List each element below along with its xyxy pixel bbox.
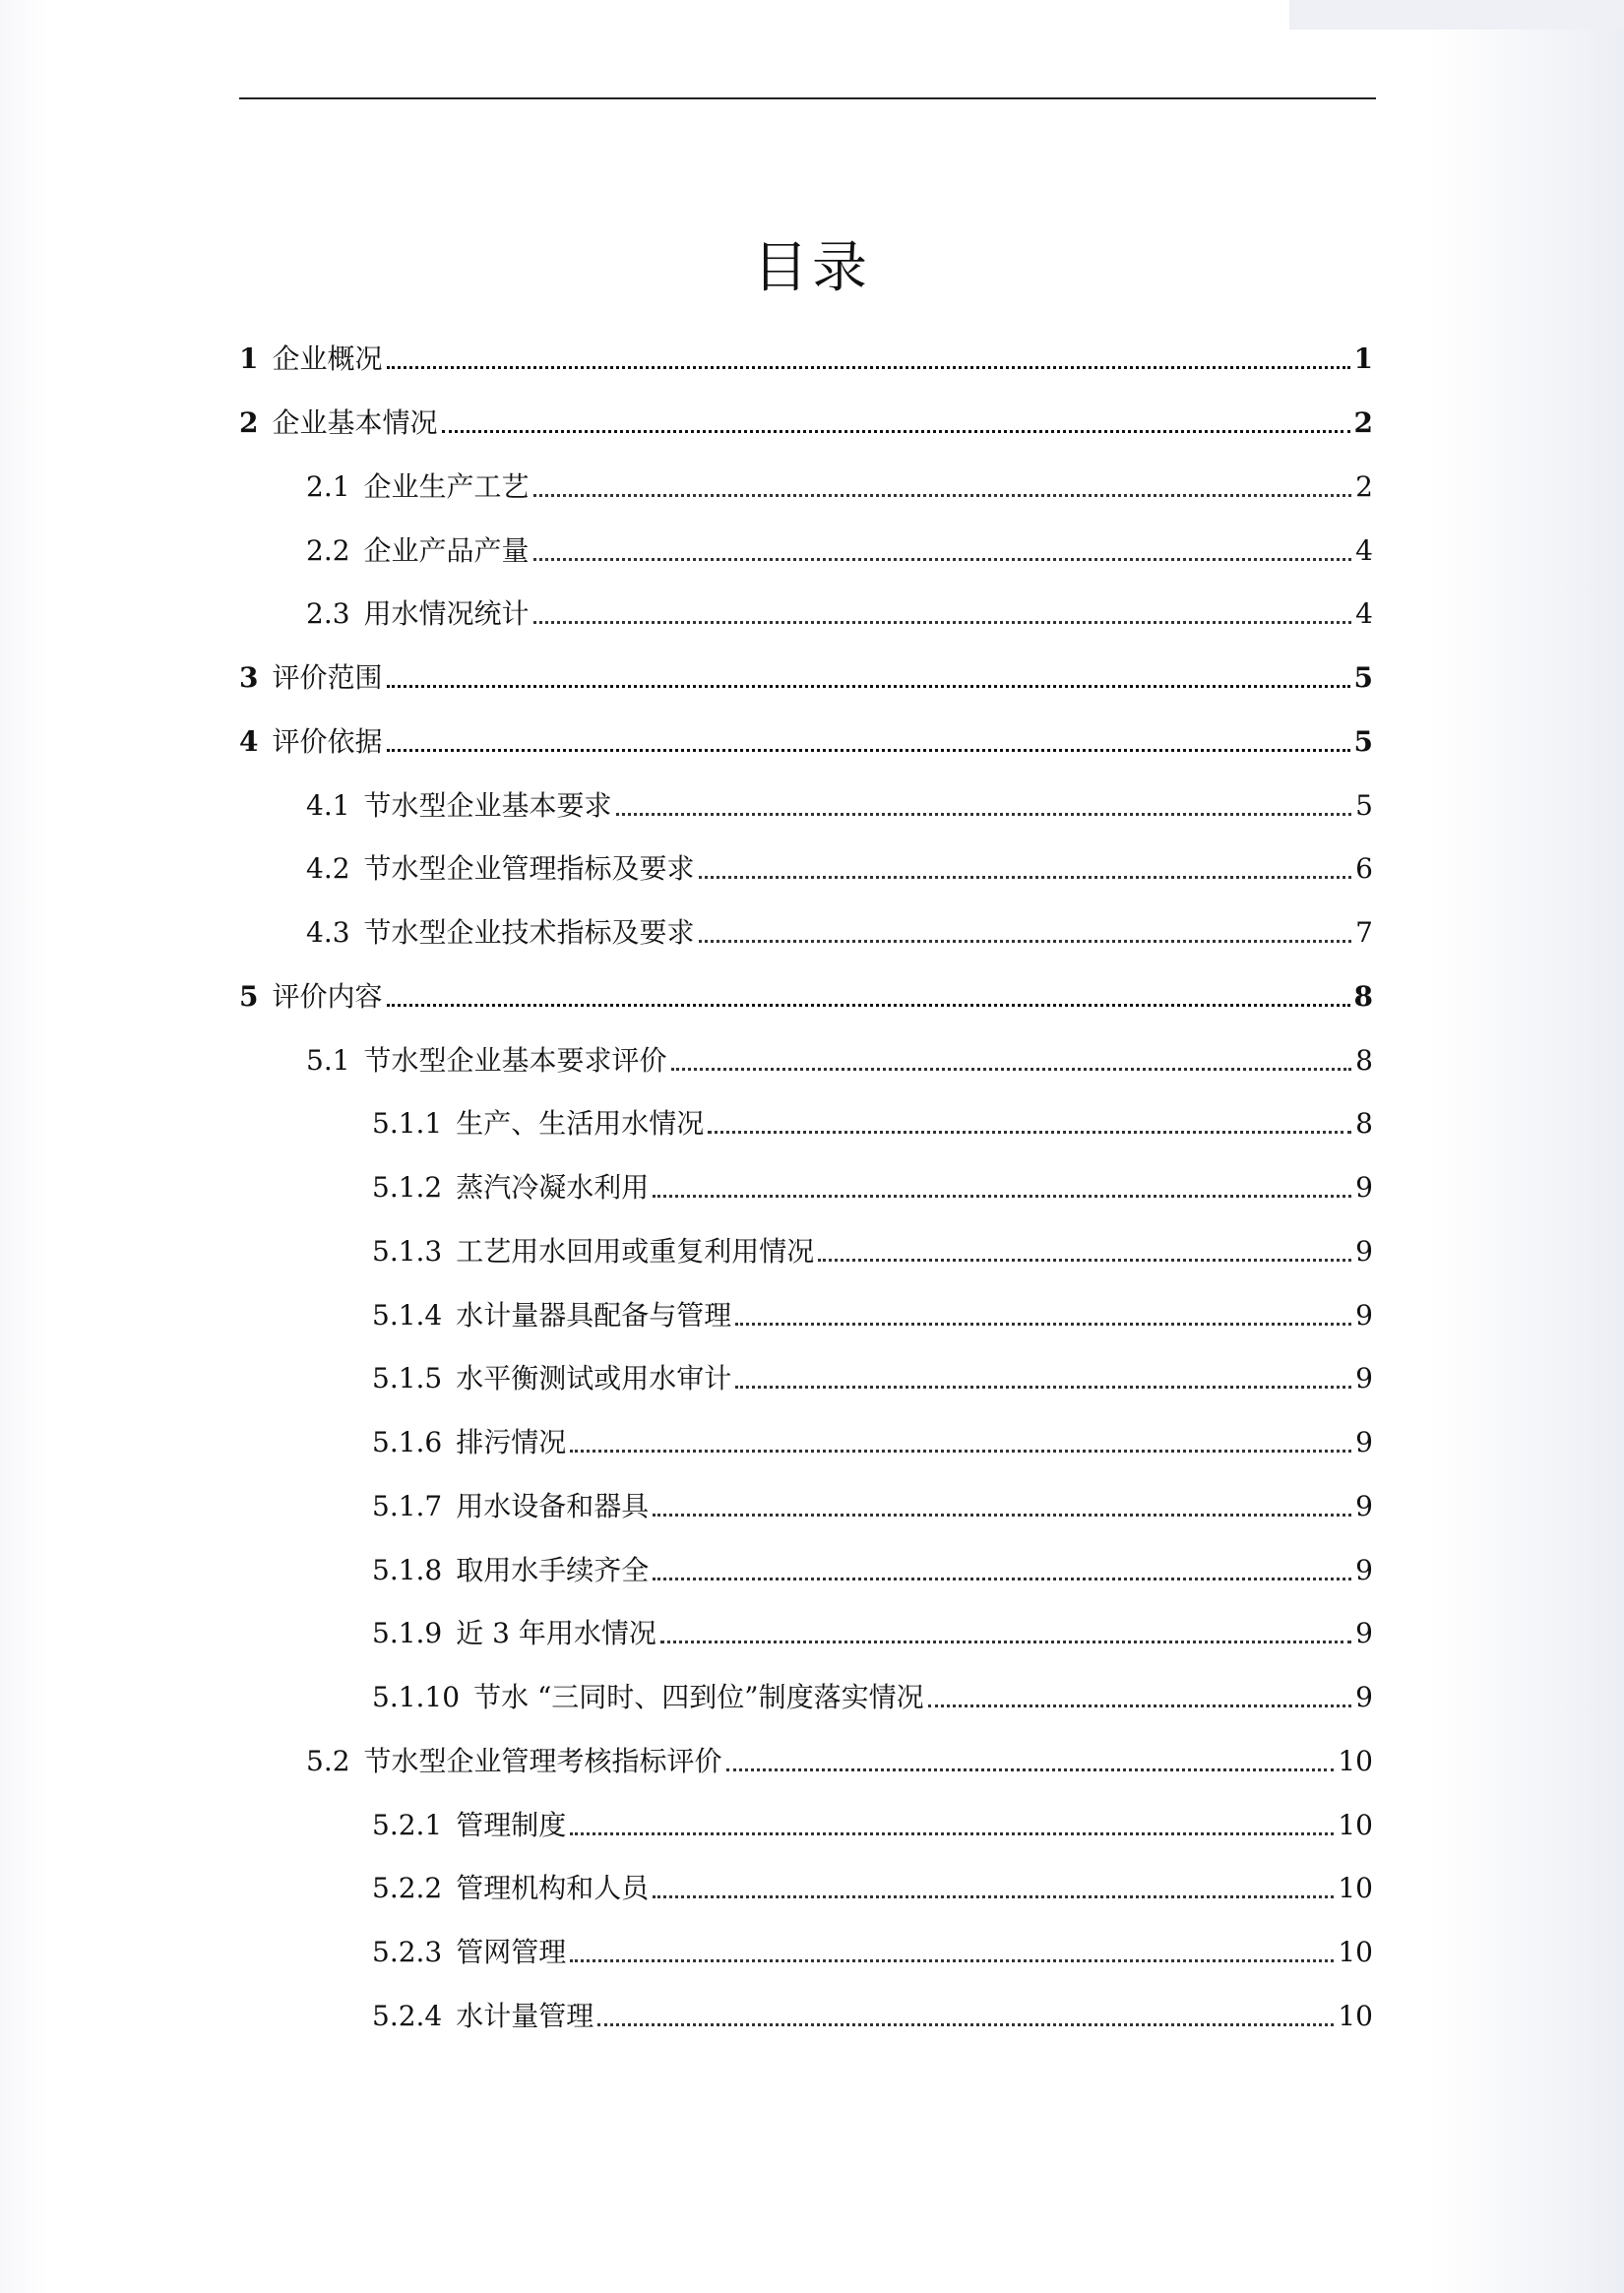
toc-entry-page: 10: [1338, 1936, 1373, 1968]
toc-dot-leader: [570, 1959, 1334, 1962]
toc-entry-text: 评价依据: [272, 725, 383, 758]
toc-entry-number: 5.1.3: [372, 1235, 443, 1268]
toc-entry-number: 5.1.5: [372, 1362, 443, 1394]
toc-entry[interactable]: [372, 1168, 1373, 1208]
toc-dot-leader: [533, 494, 1352, 497]
toc-entry[interactable]: [306, 531, 1373, 571]
toc-dot-leader: [928, 1704, 1352, 1707]
toc-entry[interactable]: [372, 1551, 1373, 1590]
toc-entry-text: 节水型企业管理考核指标评价: [363, 1745, 722, 1777]
toc-entry-text: 水平衡测试或用水审计: [456, 1362, 732, 1394]
toc-entry[interactable]: [372, 1933, 1373, 1972]
toc-entry[interactable]: [306, 467, 1373, 507]
toc-entry-number: 5.2.2: [372, 1872, 443, 1904]
toc-entry[interactable]: [372, 1678, 1373, 1717]
toc-entry[interactable]: [239, 977, 1373, 1017]
toc-entry-page: 9: [1355, 1554, 1373, 1586]
toc-entry-page: 5: [1353, 725, 1373, 758]
header-rule: [239, 97, 1376, 99]
toc-entry[interactable]: [306, 849, 1373, 889]
toc-entry-page: 5: [1355, 789, 1373, 822]
toc-entry-number: 5: [239, 980, 259, 1013]
toc-entry-page: 9: [1355, 1171, 1373, 1204]
toc-entry-text: 近 3 年用水情况: [456, 1617, 656, 1649]
toc-dot-leader: [653, 1895, 1334, 1898]
toc-dot-leader: [387, 749, 1350, 752]
toc-entry-page: 1: [1353, 342, 1373, 375]
toc-entry[interactable]: [239, 722, 1373, 762]
toc-entry-number: 4.2: [306, 852, 350, 885]
toc-dot-leader: [660, 1641, 1351, 1643]
toc-entry-number: 5.1.8: [372, 1554, 443, 1586]
toc-entry-page: 4: [1355, 597, 1373, 630]
toc-dot-leader: [387, 685, 1350, 688]
toc-dot-leader: [387, 1004, 1350, 1007]
toc-entry-number: 5.1: [306, 1044, 350, 1077]
toc-entry-number: 2: [239, 406, 259, 439]
toc-entry-page: 7: [1355, 916, 1373, 949]
toc-entry-page: 2: [1355, 470, 1373, 503]
toc-entry-page: 10: [1338, 2000, 1373, 2032]
toc-entry-text: 节水型企业管理指标及要求: [363, 852, 695, 885]
toc-entry-text: 水计量管理: [456, 2000, 594, 2032]
toc-entry-number: 5.1.4: [372, 1299, 443, 1332]
toc-entry-text: 水计量器具配备与管理: [456, 1299, 732, 1332]
toc-entry-page: 8: [1353, 980, 1373, 1013]
toc-entry-number: 5.1.10: [372, 1681, 461, 1713]
toc-dot-leader: [533, 621, 1352, 624]
toc-entry-page: 10: [1338, 1872, 1373, 1904]
toc-entry-number: 4.3: [306, 916, 350, 949]
toc-entry-number: 2.1: [306, 470, 350, 503]
toc-dot-leader: [653, 1578, 1351, 1580]
toc-entry-number: 5.1.6: [372, 1426, 443, 1458]
toc-entry-text: 节水型企业基本要求: [363, 789, 612, 822]
toc-entry-page: 10: [1338, 1745, 1373, 1777]
toc-entry[interactable]: [372, 1614, 1373, 1653]
toc-dot-leader: [533, 558, 1352, 561]
toc-entry[interactable]: [372, 1104, 1373, 1144]
toc-dot-leader: [818, 1259, 1351, 1262]
toc-entry-page: 10: [1338, 1809, 1373, 1841]
toc-entry[interactable]: [372, 1423, 1373, 1462]
toc-entry-text: 企业产品产量: [363, 534, 530, 567]
page-title: 目录: [753, 236, 871, 300]
toc-dot-leader: [442, 430, 1350, 433]
toc-entry-number: 5.1.9: [372, 1617, 443, 1649]
toc-dot-leader: [616, 813, 1352, 816]
toc-entry[interactable]: [306, 786, 1373, 826]
toc-dot-leader: [671, 1068, 1352, 1071]
toc-entry-number: 4: [239, 725, 259, 758]
toc-entry-text: 取用水手续齐全: [456, 1554, 650, 1586]
toc-entry-page: 9: [1355, 1681, 1373, 1713]
toc-entry-number: 5.2.3: [372, 1936, 443, 1968]
toc-entry-page: 9: [1355, 1299, 1373, 1332]
toc-entry-text: 评价内容: [272, 980, 383, 1013]
toc-dot-leader: [597, 2023, 1334, 2026]
toc-entry[interactable]: [239, 658, 1373, 698]
toc-entry[interactable]: [372, 1869, 1373, 1908]
toc-entry-text: 评价范围: [272, 661, 383, 694]
toc-entry-number: 5.1.1: [372, 1107, 443, 1140]
toc-entry-number: 5.2: [306, 1745, 350, 1777]
toc-entry-text: 企业概况: [272, 342, 383, 375]
toc-entry-text: 管理机构和人员: [456, 1872, 650, 1904]
toc-entry-page: 9: [1355, 1362, 1373, 1394]
toc-entry[interactable]: [372, 1359, 1373, 1398]
toc-entry[interactable]: [372, 1296, 1373, 1335]
toc-entry-page: 5: [1353, 661, 1373, 694]
toc-entry-text: 生产、生活用水情况: [456, 1107, 705, 1140]
toc-entry-number: 5.2.4: [372, 2000, 443, 2032]
toc-entry[interactable]: [306, 913, 1373, 953]
toc-dot-leader: [735, 1386, 1351, 1389]
toc-entry-text: 用水情况统计: [363, 597, 530, 630]
toc-entry-text: 蒸汽冷凝水利用: [456, 1171, 650, 1204]
toc-entry-number: 5.1.7: [372, 1490, 443, 1522]
toc-entry[interactable]: [239, 403, 1373, 443]
toc-dot-leader: [653, 1195, 1351, 1198]
toc-entry-text: 工艺用水回用或重复利用情况: [456, 1235, 815, 1268]
toc-entry-number: 5.1.2: [372, 1171, 443, 1204]
toc-dot-leader: [699, 876, 1352, 879]
toc-entry-number: 4.1: [306, 789, 350, 822]
toc-entry[interactable]: [239, 340, 1373, 379]
toc-entry-text: 节水型企业技术指标及要求: [363, 916, 695, 949]
toc-entry-page: 9: [1355, 1235, 1373, 1268]
toc-dot-leader: [726, 1768, 1335, 1771]
toc-entry-text: 节水 “三同时、四到位”制度落实情况: [473, 1681, 924, 1713]
toc-entry[interactable]: [306, 594, 1373, 634]
toc-entry-number: 2.3: [306, 597, 350, 630]
toc-entry-text: 管理制度: [456, 1809, 567, 1841]
toc-entry[interactable]: [306, 1742, 1373, 1781]
toc-entry-page: 9: [1355, 1617, 1373, 1649]
toc-entry-page: 8: [1355, 1107, 1373, 1140]
toc-dot-leader: [708, 1131, 1351, 1134]
toc-entry-number: 2.2: [306, 534, 350, 567]
toc-entry-number: 3: [239, 661, 259, 694]
toc-entry-page: 8: [1355, 1044, 1373, 1077]
toc-entry-page: 9: [1355, 1426, 1373, 1458]
toc-entry-page: 6: [1355, 852, 1373, 885]
toc-entry-text: 用水设备和器具: [456, 1490, 650, 1522]
toc-entry-text: 节水型企业基本要求评价: [363, 1044, 667, 1077]
toc-entry-page: 2: [1353, 406, 1373, 439]
toc-dot-leader: [570, 1450, 1351, 1453]
toc-entry[interactable]: [372, 1806, 1373, 1845]
toc-entry[interactable]: [306, 1041, 1373, 1081]
toc-entry[interactable]: [372, 1232, 1373, 1271]
toc-dot-leader: [653, 1514, 1351, 1517]
toc-entry-page: 4: [1355, 534, 1373, 567]
toc-entry-number: 1: [239, 342, 259, 375]
toc-dot-leader: [387, 366, 1350, 369]
scan-artifact: [1289, 0, 1624, 30]
toc-dot-leader: [699, 940, 1352, 943]
toc-entry-page: 9: [1355, 1490, 1373, 1522]
toc-dot-leader: [735, 1323, 1351, 1326]
toc-entry[interactable]: [372, 1997, 1373, 2036]
toc-entry-text: 企业生产工艺: [363, 470, 530, 503]
toc-entry-number: 5.2.1: [372, 1809, 443, 1841]
toc-entry-text: 企业基本情况: [272, 406, 438, 439]
toc-entry-text: 管网管理: [456, 1936, 567, 1968]
toc-entry[interactable]: [372, 1487, 1373, 1526]
toc-dot-leader: [570, 1832, 1334, 1835]
toc-entry-text: 排污情况: [456, 1426, 567, 1458]
